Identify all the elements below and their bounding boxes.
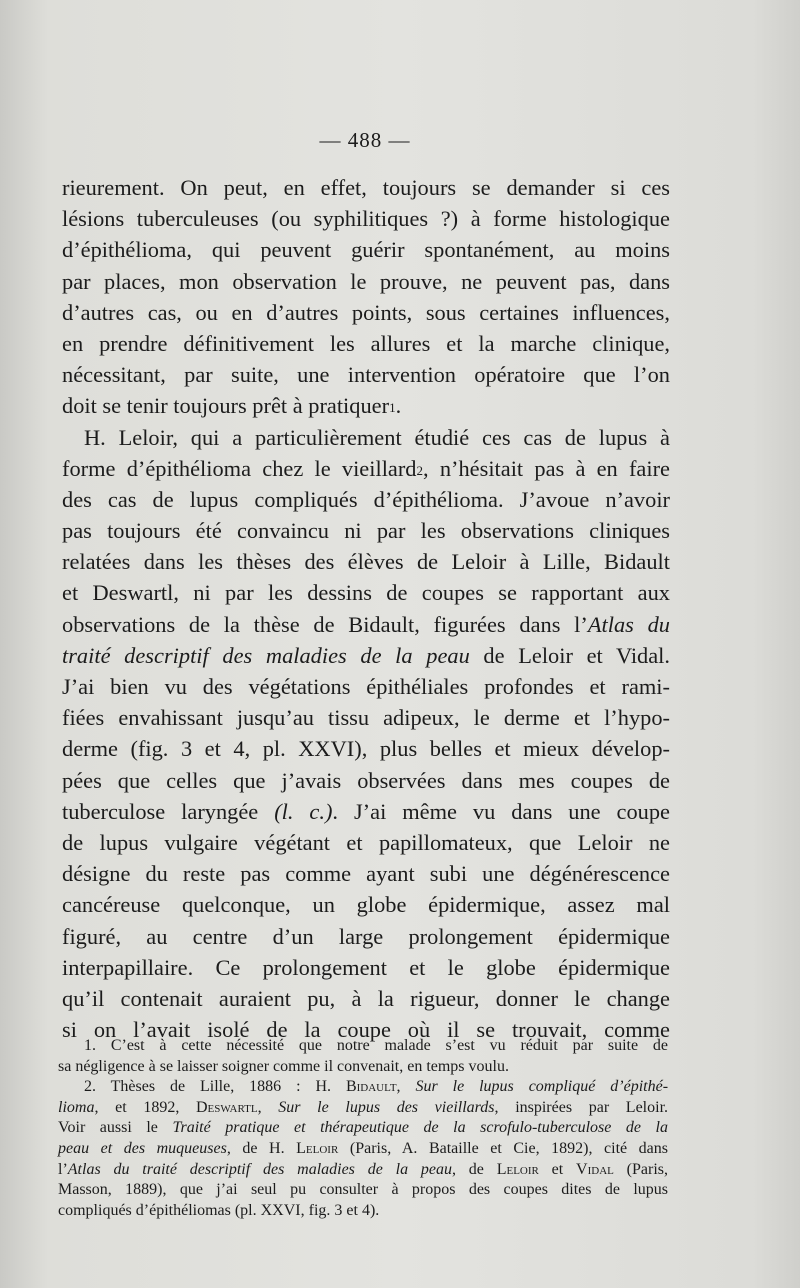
text-run: 1. C’est à cette nécessité que notre malade s’est vu réduit par suite de (84, 1037, 668, 1054)
text-run: , inspirées par Leloir. (494, 1098, 669, 1116)
text-line (62, 203, 670, 234)
text-run: observations de la thèse de Bidault, figurées dans l’ (62, 611, 588, 637)
text-line (62, 609, 670, 640)
text-run: et (538, 1160, 577, 1178)
text-line (62, 484, 670, 515)
text-run: Masson, 1889), que j’ai seul pu consulter à propos des coupes dites de lupus (58, 1181, 668, 1199)
text-run: en prendre définitivement les allures et la marche clinique, (62, 330, 670, 356)
footnote-ref: 1 (389, 400, 396, 416)
text-run: fiées envahissant jusqu’au tissu adipeux, le derme et l’hypo- (62, 705, 670, 731)
text-line (62, 827, 670, 858)
text-line (62, 796, 670, 827)
text-run: lésions tuberculeuses (ou syphilitiques ?) à forme histologique (62, 206, 670, 232)
text-line (62, 453, 670, 484)
text-run: Bidault (345, 1078, 397, 1096)
text-run: . J’ai même vu dans une coupe (332, 798, 670, 824)
text-line (62, 359, 670, 390)
text-run: qu’il contenait auraient pu, à la rigueur, donner le change (62, 985, 670, 1011)
footnote-line (58, 1118, 668, 1139)
text-run: . (395, 393, 402, 419)
text-run: H. Leloir, qui a particulièrement étudié ces cas de lupus à (84, 424, 670, 450)
text-run: forme d’épithélioma chez le vieillard (62, 455, 417, 481)
text-line (62, 577, 670, 608)
text-run: (Paris, (613, 1160, 669, 1178)
text-run: , n’hésitait pas à en faire (423, 455, 670, 481)
text-run: doit se tenir toujours prêt à pratiquer (62, 393, 390, 419)
text-run: J’ai bien vu des végétations épithéliales profondes et rami- (62, 674, 670, 699)
text-line (62, 671, 670, 702)
text-run: cancéreuse quelconque, un globe épidermique, assez mal (62, 892, 670, 918)
text-line (62, 422, 670, 453)
text-run: Vidal (576, 1160, 614, 1178)
text-run: d’autres cas, ou en d’autres points, sous certaines influences, (62, 299, 670, 325)
footnotes (58, 1036, 668, 1221)
footnote-ref: 2 (416, 462, 423, 478)
italic-text: traité descriptif des maladies de la peau (62, 642, 470, 668)
text-line (62, 640, 670, 671)
text-run: d’épithélioma, qui peuvent guérir spontanément, au moins (62, 237, 670, 263)
italic-text: Atlas du traité descriptif des maladies de la peau (67, 1160, 452, 1178)
italic-text: lioma (58, 1098, 95, 1116)
italic-text: Sur le lupus des vieillards (278, 1098, 495, 1116)
text-run: figuré, au centre d’un large prolongement épidermique (62, 923, 670, 949)
text-run: désigne du reste pas comme ayant subi une dégénérescence (62, 861, 670, 887)
text-line (62, 328, 670, 359)
text-run: , de (452, 1160, 497, 1178)
text-line (62, 297, 670, 328)
text-run: Leloir (296, 1139, 339, 1157)
text-run: Leloir (496, 1160, 539, 1178)
footnote-line (58, 1139, 668, 1160)
footnote-line (58, 1201, 668, 1222)
text-line (62, 546, 670, 577)
italic-text: Traité pratique et thérapeutique de la scrofulo-tuberculose de la (172, 1119, 669, 1137)
footnote-line (58, 1098, 668, 1119)
italic-text: (l. c.) (274, 798, 333, 824)
text-run: rieurement. On peut, en effet, toujours se demander si ces (62, 175, 670, 200)
text-line (62, 266, 670, 297)
text-line (62, 765, 670, 796)
text-run: et Deswartl, ni par les dessins de coupes se rapportant aux (62, 580, 670, 606)
text-run: de Leloir et Vidal. (469, 642, 670, 668)
body-text (62, 172, 670, 1045)
text-run: compliqués d’épithéliomas (pl. XXVI, fig. 3 et 4). (58, 1201, 380, 1219)
text-line (62, 983, 670, 1014)
footnote-line (58, 1180, 668, 1201)
text-run: sa négligence à se laisser soigner comme il convenait, en temps voulu. (58, 1057, 509, 1075)
italic-text: Atlas du (587, 611, 670, 637)
text-run: Deswartl (195, 1098, 258, 1116)
text-run: , (396, 1078, 416, 1096)
text-line (62, 390, 670, 421)
text-run: , (257, 1098, 279, 1116)
page-number: — 488 — (319, 128, 411, 152)
text-run: pées que celles que j’avais observées dans mes coupes de (62, 767, 670, 793)
text-line (62, 515, 670, 546)
text-run: derme (fig. 3 et 4, pl. XXVI), plus belles et mieux dévelop- (62, 736, 670, 762)
text-run: interpapillaire. Ce prolongement et le globe épidermique (62, 954, 670, 980)
text-line (62, 921, 670, 952)
footnote-line (58, 1077, 668, 1098)
footnote-line (58, 1057, 668, 1078)
footnote-line (58, 1160, 668, 1181)
italic-text: Sur le lupus compliqué d’épithé- (415, 1078, 669, 1096)
text-run: Voir aussi le (58, 1119, 173, 1137)
text-run: si on l’avait isolé de la coupe où il se trouvait, comme (62, 1017, 670, 1043)
italic-text: peau et des muqueuses (58, 1139, 227, 1157)
text-run: (Paris, A. Bataille et Cie, 1892), cité dans (338, 1139, 668, 1157)
text-run: l’ (58, 1160, 68, 1178)
text-run: pas toujours été convaincu ni par les observations cliniques (62, 518, 670, 544)
text-line (62, 234, 670, 265)
text-line (62, 172, 670, 203)
text-run: de lupus vulgaire végétant et papillomateux, que Leloir ne (62, 829, 670, 855)
text-run: tuberculose laryngée (62, 798, 275, 824)
text-run: , et 1892, (94, 1098, 196, 1116)
text-run: , de H. (226, 1139, 297, 1157)
text-run: 2. Thèses de Lille, 1886 : H. (84, 1078, 346, 1096)
text-run: par places, mon observation le prouve, ne peuvent pas, dans (62, 268, 670, 294)
text-run: des cas de lupus compliqués d’épithélioma. J’avoue n’avoir (62, 486, 670, 512)
text-run: relatées dans les thèses des élèves de Leloir à Lille, Bidault (62, 549, 670, 575)
footnote-line (58, 1036, 668, 1057)
text-line (62, 889, 670, 920)
text-line (62, 952, 670, 983)
text-line (62, 733, 670, 764)
text-run: nécessitant, par suite, une intervention opératoire que l’on (62, 362, 670, 388)
text-line (62, 702, 670, 733)
text-line (62, 858, 670, 889)
